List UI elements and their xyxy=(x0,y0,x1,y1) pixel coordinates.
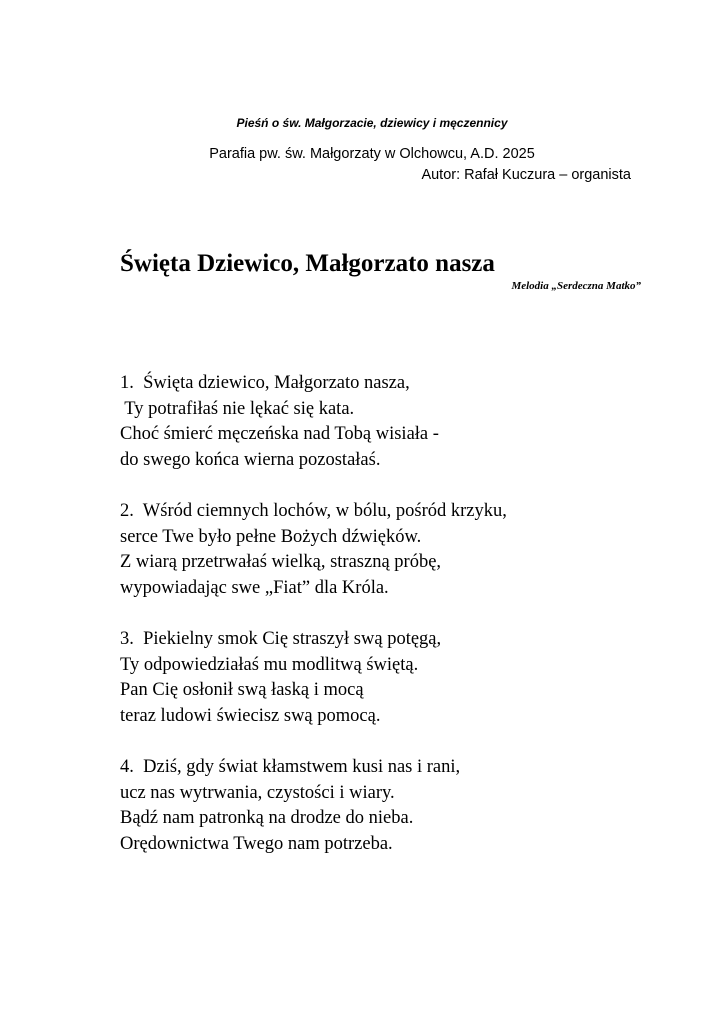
stanza-1 xyxy=(120,371,680,473)
stanza-line: do swego końca wierna pozostałaś. xyxy=(120,449,381,470)
stanzas xyxy=(120,371,680,883)
stanza-line: 3. Piekielny smok Cię straszył swą potęgą, xyxy=(120,628,442,649)
stanza-line: 1. Święta dziewico, Małgorzato nasza, xyxy=(120,373,410,393)
stanza-line: 4. Dziś, gdy świat kłamstwem kusi nas i rani, xyxy=(120,756,461,777)
parish-line: Parafia pw. św. Małgorzaty w Olchowcu, A.D. 2025 xyxy=(209,146,535,162)
stanza-line: serce Twe było pełne Bożych dźwięków. xyxy=(120,526,422,547)
song-subtitle: Pieśń o św. Małgorzacie, dziewicy i męczennicy xyxy=(236,116,508,130)
stanza-line: Z wiarą przetrwałaś wielką, straszną próbę, xyxy=(120,552,442,573)
stanza-line: 2. Wśród ciemnych lochów, w bólu, pośród krzyku, xyxy=(120,500,507,521)
stanza-line: Pan Cię osłonił swą łaską i mocą xyxy=(120,680,364,701)
stanza-line: ucz nas wytrwania, czystości i wiary. xyxy=(120,782,395,803)
page-title: Święta Dziewico, Małgorzato nasza xyxy=(120,250,495,277)
stanza-line: wypowiadając swe „Fiat” dla Króla. xyxy=(120,577,389,598)
stanza-line: Bądź nam patronką na drodze do nieba. xyxy=(120,808,414,829)
stanza-line: Choć śmierć męczeńska nad Tobą wisiała - xyxy=(120,424,439,445)
stanza-2 xyxy=(120,499,680,601)
melody-note: Melodia „Serdeczna Matko” xyxy=(511,280,641,292)
author-line: Autor: Rafał Kuczura – organista xyxy=(421,167,631,183)
stanza-3 xyxy=(120,627,680,729)
stanza-line: Ty potrafiłaś nie lękać się kata. xyxy=(120,398,355,419)
stanza-line: teraz ludowi świecisz swą pomocą. xyxy=(120,705,381,726)
stanza-4 xyxy=(120,755,680,857)
stanza-line: Ty odpowiedziałaś mu modlitwą świętą. xyxy=(120,654,419,675)
stanza-line: Orędownictwa Twego nam potrzeba. xyxy=(120,833,393,854)
